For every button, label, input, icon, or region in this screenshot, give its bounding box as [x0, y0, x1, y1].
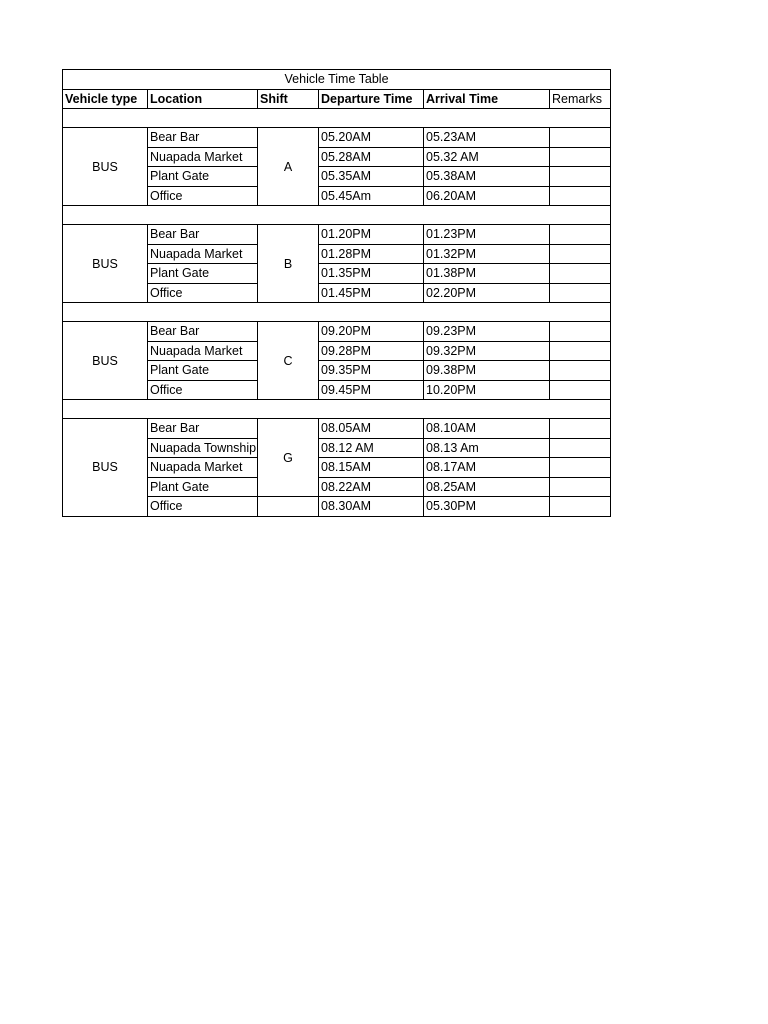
remarks-cell: [550, 244, 611, 264]
location-cell: Office: [148, 283, 258, 303]
location-cell: Plant Gate: [148, 477, 258, 497]
remarks-cell: [550, 264, 611, 284]
location-cell: Bear Bar: [148, 322, 258, 342]
arrival-cell: 05.38AM: [424, 167, 550, 187]
location-cell: Nuapada Market: [148, 458, 258, 478]
arrival-cell: 09.23PM: [424, 322, 550, 342]
remarks-cell: [550, 225, 611, 245]
page-title: Vehicle Time Table: [63, 70, 611, 90]
title-row: [63, 70, 611, 90]
header-vehicle-type: Vehicle type: [63, 89, 148, 109]
arrival-cell: 02.20PM: [424, 283, 550, 303]
arrival-cell: 01.32PM: [424, 244, 550, 264]
header-row: [63, 89, 611, 109]
remarks-cell: [550, 419, 611, 439]
spacer-cell: [63, 303, 611, 322]
departure-cell: 05.35AM: [319, 167, 424, 187]
shift-cell: G: [258, 419, 319, 497]
location-cell: Plant Gate: [148, 167, 258, 187]
departure-cell: 08.12 AM: [319, 438, 424, 458]
shift-cell: B: [258, 225, 319, 303]
vehicle-time-table: [62, 69, 611, 517]
spacer-row: [63, 206, 611, 225]
departure-cell: 08.30AM: [319, 497, 424, 517]
arrival-cell: 08.25AM: [424, 477, 550, 497]
arrival-cell: 10.20PM: [424, 380, 550, 400]
table-body: [63, 70, 611, 517]
location-cell: Nuapada Township: [148, 438, 258, 458]
vehicle-type-cell: BUS: [63, 225, 148, 303]
remarks-cell: [550, 477, 611, 497]
remarks-cell: [550, 361, 611, 381]
departure-cell: 08.22AM: [319, 477, 424, 497]
departure-cell: 09.28PM: [319, 341, 424, 361]
departure-cell: 01.35PM: [319, 264, 424, 284]
location-cell: Plant Gate: [148, 264, 258, 284]
spacer-cell: [63, 400, 611, 419]
remarks-cell: [550, 497, 611, 517]
spacer-row: [63, 400, 611, 419]
location-cell: Office: [148, 186, 258, 206]
departure-cell: 05.45Am: [319, 186, 424, 206]
spacer-row: [63, 109, 611, 128]
departure-cell: 08.15AM: [319, 458, 424, 478]
arrival-cell: 09.38PM: [424, 361, 550, 381]
vehicle-type-cell: BUS: [63, 419, 148, 517]
remarks-cell: [550, 283, 611, 303]
arrival-cell: 01.23PM: [424, 225, 550, 245]
header-location: Location: [148, 89, 258, 109]
location-cell: Bear Bar: [148, 225, 258, 245]
remarks-cell: [550, 322, 611, 342]
arrival-cell: 05.32 AM: [424, 147, 550, 167]
arrival-cell: 08.10AM: [424, 419, 550, 439]
arrival-cell: 09.32PM: [424, 341, 550, 361]
table-row: [63, 322, 611, 342]
header-remarks: Remarks: [550, 89, 611, 109]
departure-cell: 09.35PM: [319, 361, 424, 381]
shift-empty-cell: [258, 497, 319, 517]
vehicle-type-cell: BUS: [63, 322, 148, 400]
departure-cell: 05.28AM: [319, 147, 424, 167]
location-cell: Nuapada Market: [148, 147, 258, 167]
remarks-cell: [550, 147, 611, 167]
departure-cell: 01.45PM: [319, 283, 424, 303]
arrival-cell: 05.30PM: [424, 497, 550, 517]
shift-cell: C: [258, 322, 319, 400]
header-arrival-time: Arrival Time: [424, 89, 550, 109]
departure-cell: 09.20PM: [319, 322, 424, 342]
location-cell: Office: [148, 497, 258, 517]
remarks-cell: [550, 341, 611, 361]
table-row: [63, 128, 611, 148]
remarks-cell: [550, 128, 611, 148]
header-departure-time: Departure Time: [319, 89, 424, 109]
location-cell: Bear Bar: [148, 128, 258, 148]
arrival-cell: 08.13 Am: [424, 438, 550, 458]
spacer-cell: [63, 206, 611, 225]
arrival-cell: 01.38PM: [424, 264, 550, 284]
vehicle-type-cell: BUS: [63, 128, 148, 206]
location-cell: Nuapada Market: [148, 341, 258, 361]
spacer-cell: [63, 109, 611, 128]
departure-cell: 09.45PM: [319, 380, 424, 400]
location-cell: Nuapada Market: [148, 244, 258, 264]
remarks-cell: [550, 167, 611, 187]
remarks-cell: [550, 186, 611, 206]
location-cell: Bear Bar: [148, 419, 258, 439]
departure-cell: 01.28PM: [319, 244, 424, 264]
departure-cell: 08.05AM: [319, 419, 424, 439]
location-cell: Office: [148, 380, 258, 400]
table-row: [63, 419, 611, 439]
departure-cell: 01.20PM: [319, 225, 424, 245]
arrival-cell: 05.23AM: [424, 128, 550, 148]
table-row: [63, 225, 611, 245]
remarks-cell: [550, 380, 611, 400]
spacer-row: [63, 303, 611, 322]
arrival-cell: 06.20AM: [424, 186, 550, 206]
arrival-cell: 08.17AM: [424, 458, 550, 478]
shift-cell: A: [258, 128, 319, 206]
departure-cell: 05.20AM: [319, 128, 424, 148]
remarks-cell: [550, 438, 611, 458]
header-shift: Shift: [258, 89, 319, 109]
remarks-cell: [550, 458, 611, 478]
location-cell: Plant Gate: [148, 361, 258, 381]
